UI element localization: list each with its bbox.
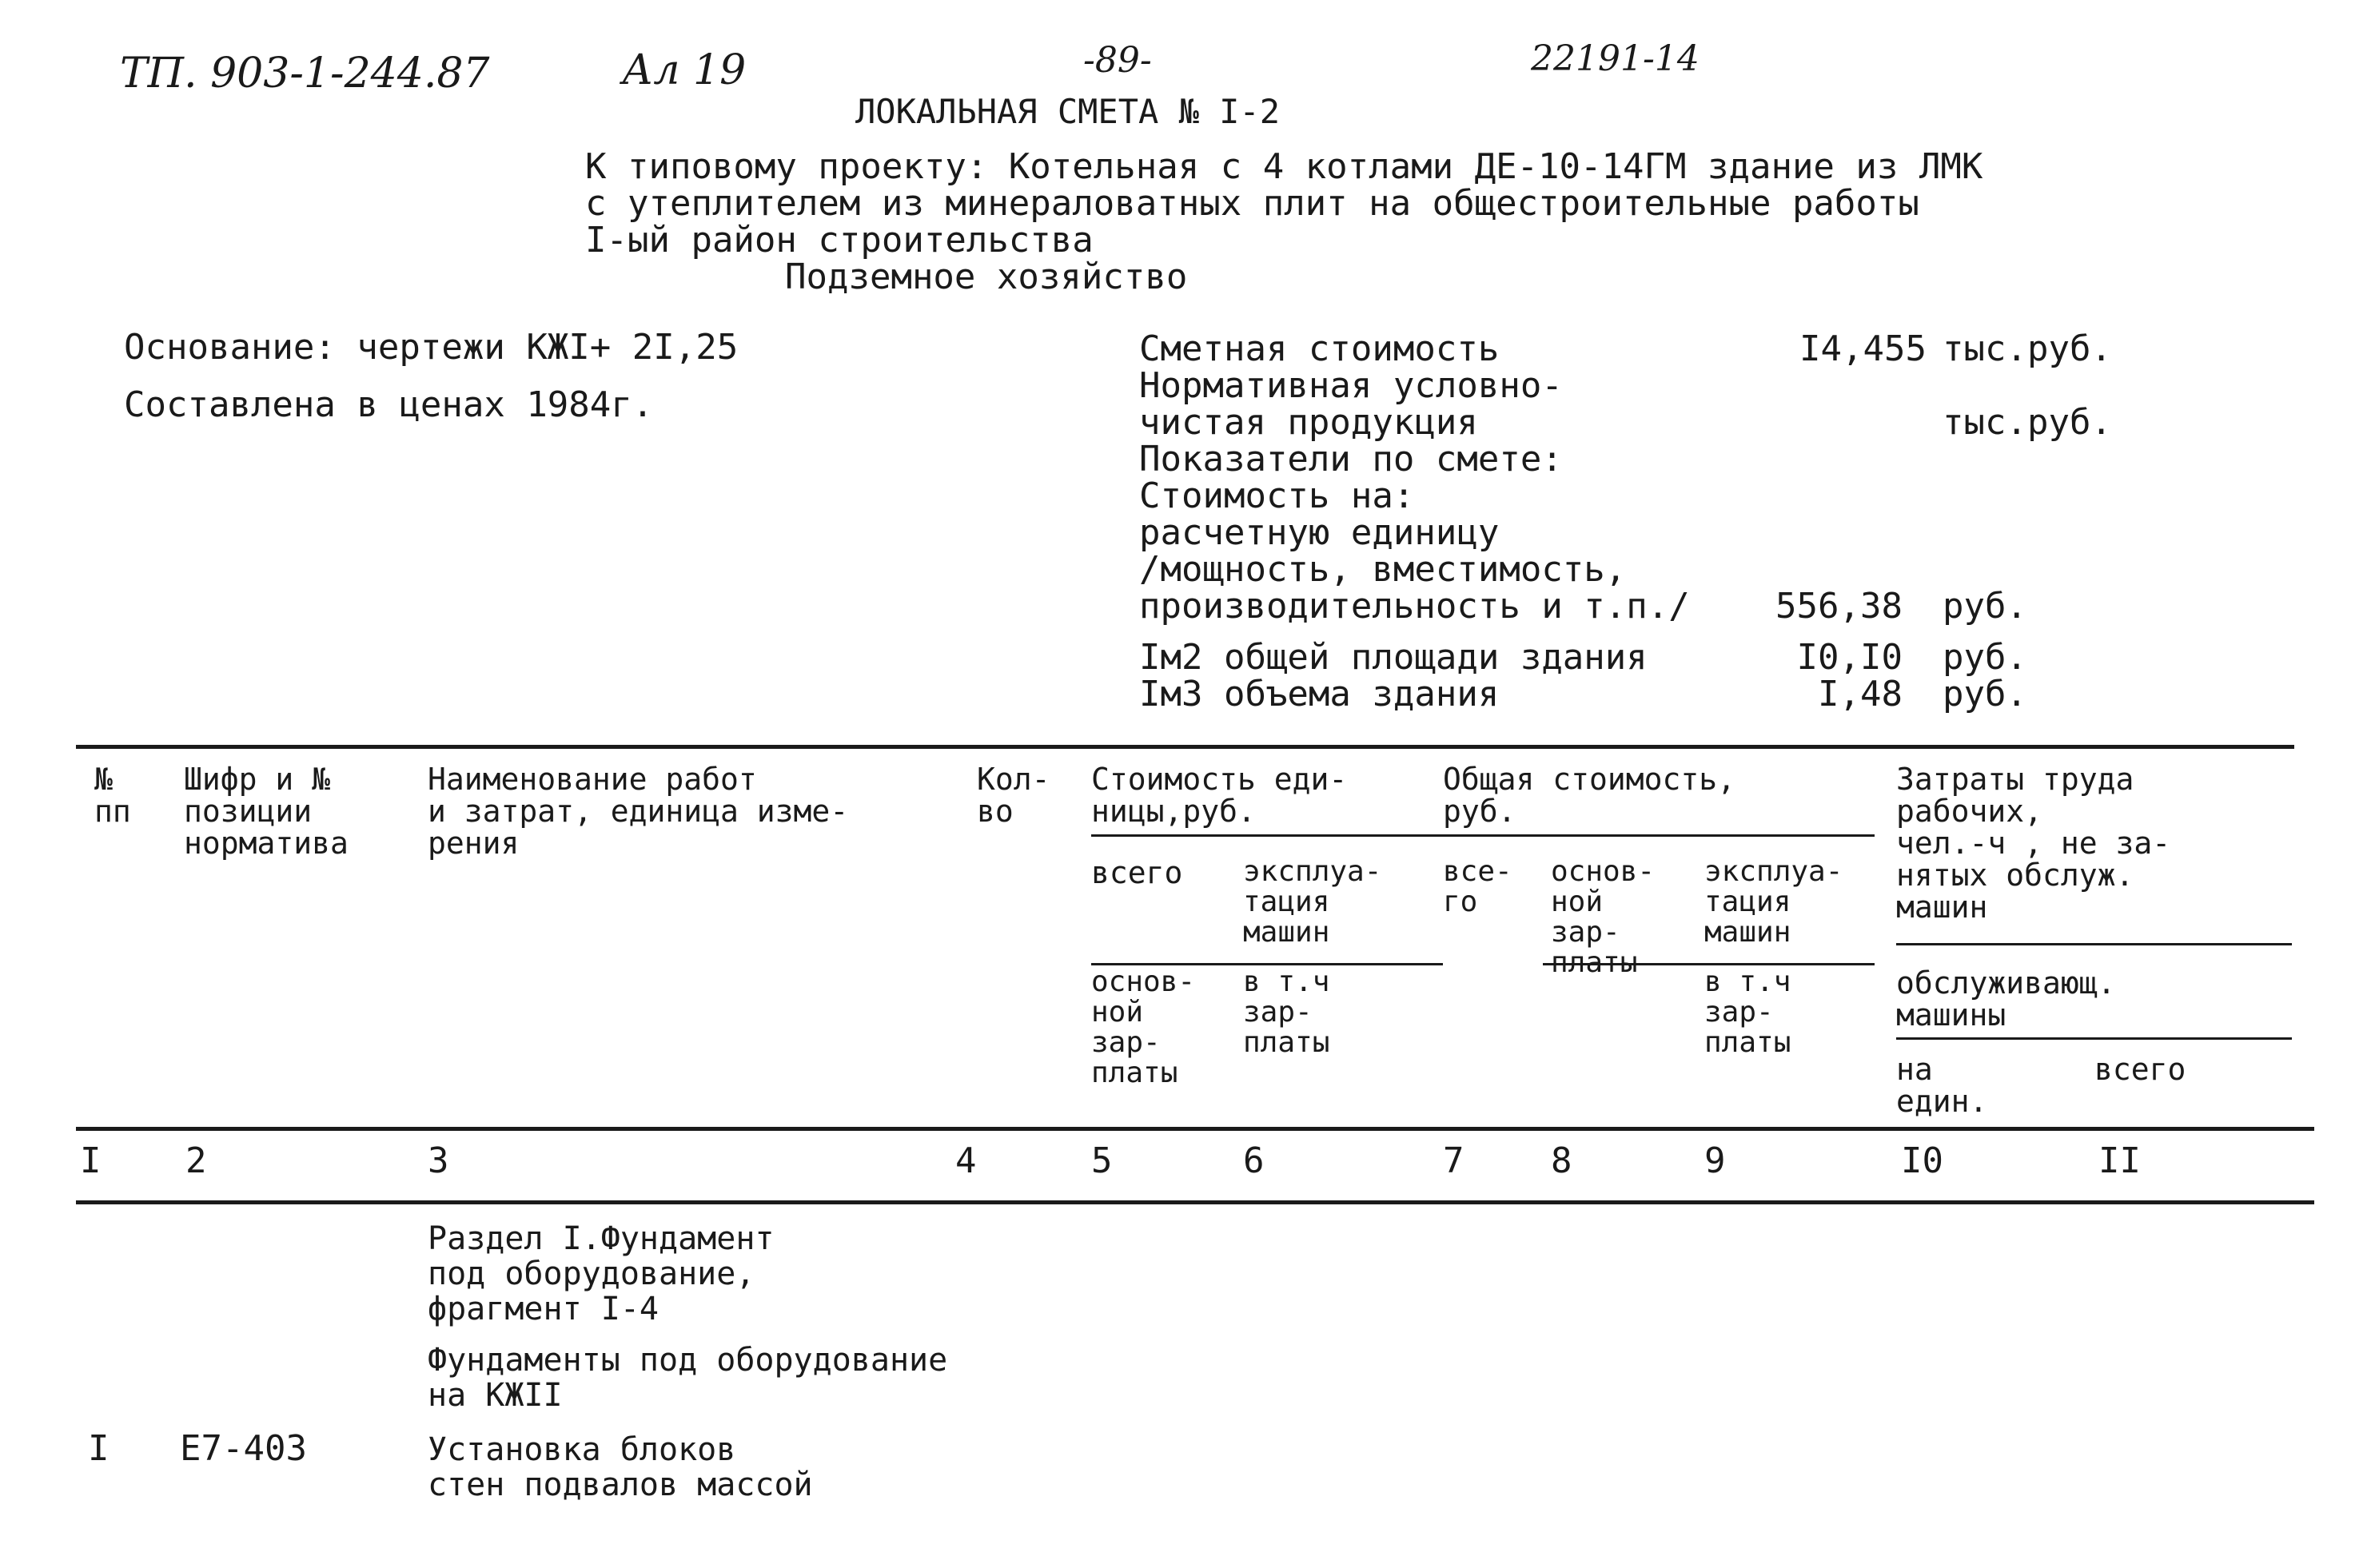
- header-code: Шифр и № позиции норматива: [184, 762, 349, 861]
- summary-m3-label: Iм3 объема здания: [1139, 674, 1500, 714]
- column-number: I0: [1901, 1140, 1943, 1181]
- project-line-3: I-ый район строительства: [585, 220, 1094, 261]
- table-header-bottom-rule: [76, 1127, 2314, 1131]
- header-total-cost-total: все- го: [1443, 855, 1512, 918]
- header-no: № пп: [94, 762, 131, 829]
- summary-indicator-unit: руб.: [1943, 586, 2027, 627]
- header-unit-cost-incl-wage: в т.ч зар- платы: [1243, 965, 1330, 1059]
- summary-norm-label-2: чистая продукция: [1139, 402, 1478, 443]
- column-number: 5: [1091, 1140, 1113, 1181]
- column-number: I: [80, 1140, 102, 1181]
- column-number: 3: [428, 1140, 449, 1181]
- header-labor: Затраты труда рабочих, чел.-ч , не за- нятых обслуж. машин: [1896, 762, 2171, 925]
- summary-m2-unit: руб.: [1943, 637, 2027, 678]
- summary-indicators-1: Показатели по смете:: [1139, 439, 1563, 480]
- header-quantity: Кол- во: [977, 762, 1050, 829]
- header-unit-cost-base-wage: основ- ной зар- платы: [1091, 965, 1196, 1089]
- project-line-2: с утеплителем из минераловатных плит на общестроительные работы: [585, 183, 1919, 224]
- handwritten-project-code: ТП. 903-1-244.87: [120, 50, 490, 98]
- basis-prices: Составлена в ценах 1984г.: [124, 384, 654, 425]
- unit-cost-group-rule: [1091, 834, 1875, 837]
- summary-indicators-5: производительность и т.п./: [1139, 586, 1690, 627]
- row-1-name: Установка блоков стен подвалов массой: [428, 1431, 813, 1503]
- summary-cost-unit: тыс.руб.: [1943, 328, 2112, 369]
- header-unit-cost: Стоимость еди- ницы,руб.: [1091, 762, 1348, 829]
- summary-indicators-4: /мощность, вместимость,: [1139, 549, 1627, 590]
- header-unit-cost-machines: эксплуа- тация машин: [1243, 855, 1382, 949]
- handwritten-album: Ал 19: [622, 46, 747, 94]
- header-total-cost-base-wage: основ- ной зар- платы: [1551, 855, 1656, 979]
- summary-norm-unit: тыс.руб.: [1943, 402, 2112, 443]
- column-number: 9: [1704, 1140, 1726, 1181]
- header-name: Наименование работ и затрат, единица изме- рения: [428, 762, 849, 861]
- summary-cost-label: Сметная стоимость: [1139, 328, 1500, 369]
- header-total-cost-incl-wage: в т.ч зар- платы: [1704, 965, 1791, 1059]
- header-total-cost-machines: эксплуа- тация машин: [1704, 855, 1843, 949]
- header-total-cost: Общая стоимость, руб.: [1443, 762, 1736, 829]
- column-number: 4: [955, 1140, 977, 1181]
- section-title: Раздел I.Фундамент под оборудование, фрагмент I-4: [428, 1220, 775, 1327]
- estimate-title: ЛОКАЛЬНАЯ СМЕТА № I-2: [855, 92, 1281, 131]
- subsection-title: Фундаменты под оборудование на КЖII: [428, 1342, 948, 1414]
- header-unit-cost-total: всего: [1091, 855, 1183, 890]
- project-line-1: К типовому проекту: Котельная с 4 котлами ДЕ-10-14ГМ здание из ЛМК: [585, 146, 1983, 187]
- project-line-4: Подземное хозяйство: [785, 257, 1188, 297]
- summary-indicators-3: расчетную единицу: [1139, 512, 1500, 553]
- table-top-rule: [76, 745, 2294, 749]
- column-number: 8: [1551, 1140, 1572, 1181]
- summary-m3-unit: руб.: [1943, 674, 2027, 714]
- summary-indicator-value: 556,38: [1775, 586, 1903, 627]
- summary-norm-label-1: Нормативная условно-: [1139, 365, 1563, 406]
- summary-m2-label: Iм2 общей площади здания: [1139, 637, 1648, 678]
- column-number: II: [2098, 1140, 2141, 1181]
- row-1-code: Е7-403: [180, 1428, 307, 1469]
- column-number: 6: [1243, 1140, 1265, 1181]
- column-number: 7: [1443, 1140, 1464, 1181]
- summary-m2-value: I0,I0: [1796, 637, 1903, 678]
- summary-m3-value: I,48: [1818, 674, 1903, 714]
- labor-group-rule-1: [1896, 943, 2292, 945]
- handwritten-document-number: 22191-14: [1531, 38, 1700, 79]
- labor-group-rule-2: [1896, 1037, 2292, 1040]
- summary-indicators-2: Стоимость на:: [1139, 476, 1415, 516]
- header-labor-per-unit: на един.: [1896, 1052, 1988, 1119]
- summary-cost-value: I4,455: [1799, 328, 1927, 369]
- basis-drawings: Основание: чертежи КЖI+ 2I,25: [124, 327, 739, 368]
- column-numbers-rule: [76, 1200, 2314, 1204]
- row-1-number: I: [88, 1428, 110, 1469]
- handwritten-page-number: -89-: [1083, 40, 1152, 81]
- column-number: 2: [185, 1140, 207, 1181]
- header-labor-servicing: обслуживающ. машины: [1896, 965, 2116, 1033]
- header-labor-total: всего: [2094, 1052, 2186, 1087]
